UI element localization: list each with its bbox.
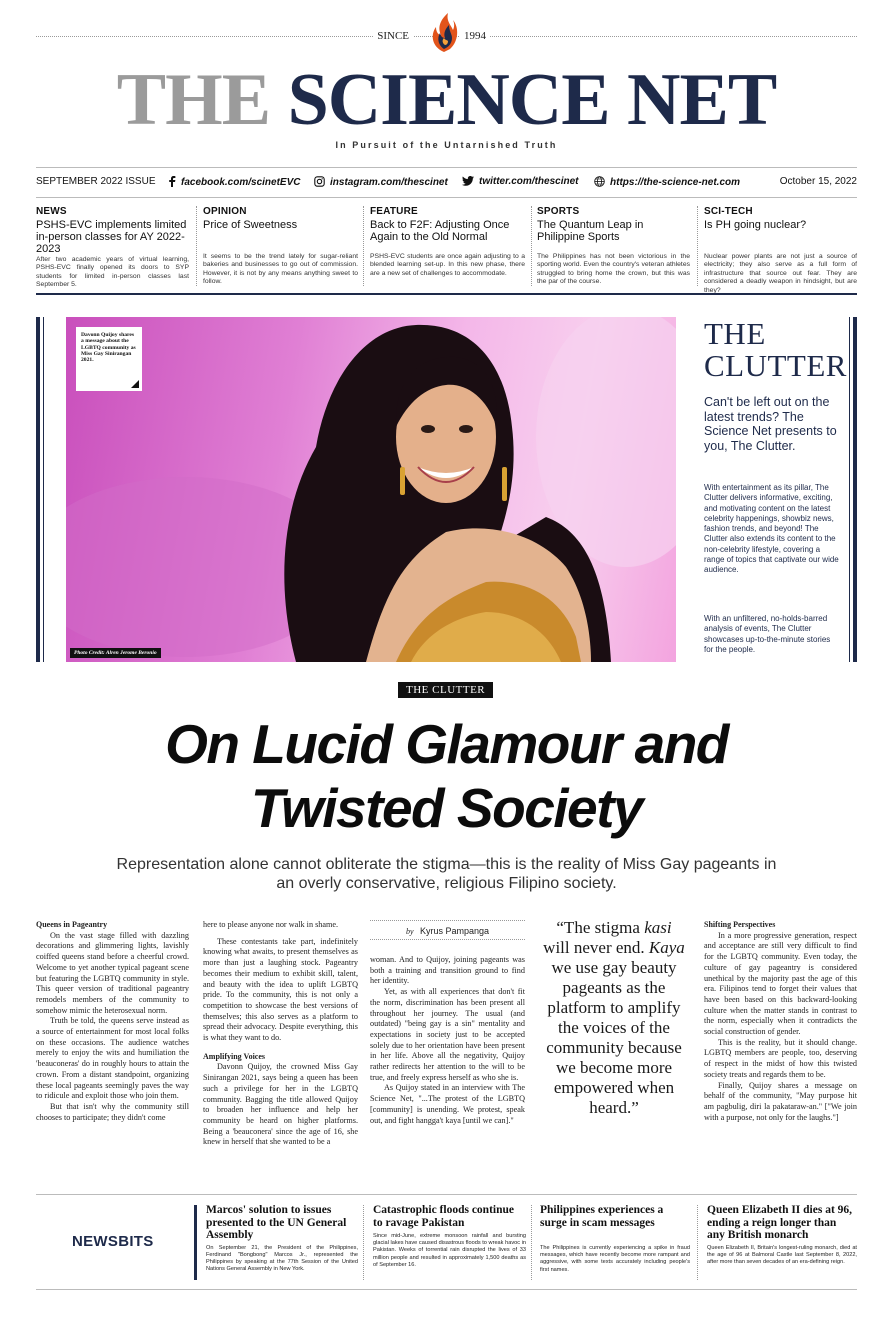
clutter-title (704, 318, 847, 382)
teaser-blurb: After two academic years of virtual learning, PSHS-EVC finally opened its doors to SYP students for limited in-person classes last September 5. (36, 256, 189, 289)
facebook-link[interactable] (168, 176, 300, 188)
teaser-category: OPINION (203, 206, 247, 217)
teaser-category: NEWS (36, 206, 67, 217)
teaser-blurb: It seems to be the trend lately for sugar-reliant bakeries and businesses to go out of commission. However, it is not by any means anything sweet to follow. (203, 253, 358, 286)
paragraph: These contestants take part, indefinitely knowing what awaits, to present themselves as more than just a laughing stock. Pageantry becomes their medium to exhibit skill, talent, and beauty with the idea to uplift LGBTQ pride. To the community, this is not only a competition to showcase the best versions of themselves; this also serves as a platform to spread their advocacy. Despite everything, this is what they want to do. (203, 936, 358, 1043)
teaser-blurb: Nuclear power plants are not just a source of electricity; they also serve as a full form of infrastructure that source out fear. They are considered a deadly weapon in hindsight, but are they? (704, 253, 857, 294)
pull-quote (543, 918, 685, 1118)
newsbits-bar (194, 1205, 197, 1280)
clutter-title-line2: CLUTTER (704, 348, 847, 383)
paragraph: In a more progressive generation, respect and acceptance are still very difficult to find for the LGBTQ community. Even today, the culture of gay pageantry is considered unethical by the majority past the age of this era. Filipinos tend to forget their values that have been based on this backward-looking culture when the matter stands in contrast to the norm, especially when it contradicts the social construction of gender. (704, 930, 857, 1037)
byline-by: by (405, 927, 414, 936)
headline-line2: Twisted Society (250, 777, 643, 839)
article-column-5 (704, 918, 857, 1123)
teaser-divider (531, 206, 532, 286)
newsbit-divider (363, 1205, 364, 1280)
subheading-amplifying: Amplifying Voices (203, 1051, 266, 1061)
paragraph: On the vast stage filled with dazzling decorations and glimmering lights, lavishly coiffed queens stand before a cheerful crowd. Welcome to yet another typical pageant scene but featuring the LGBTQ community in style. This queer version of traditional pageantry remodels members of the community to somehow mimic the heterosexual norm. (36, 930, 189, 1015)
newsbit-item[interactable] (206, 1204, 358, 1273)
masthead-title (0, 58, 893, 142)
instagram-link[interactable] (314, 176, 448, 188)
masthead-motto: In Pursuit of the Untarnished Truth (335, 140, 558, 150)
article-dek: Representation alone cannot obliterate the stigma—this is the reality of Miss Gay pageants in an overly conservative, religious Filipino society. (116, 856, 777, 892)
newsbit-item[interactable] (373, 1204, 526, 1269)
paragraph: woman. And to Quijoy, joining pageants was both a training and transition ground to find her identity. (370, 955, 525, 986)
photo-caption: Davonn Quijoy shares a message about the LGBTQ community as Miss Gay Sinirangan 2021. (81, 332, 136, 364)
paragraph: Truth be told, the queens serve instead as a source of entertainment for most local folks on these occasions. The audience watches merely to enjoy the wits and humiliation the 'beauconeras' do in roughly hours to attain the crown. From a distant standpoint, organizing these local pageants seemingly paves the way to ridicule and exploit those who join them. (36, 1016, 189, 1101)
article-headline (0, 712, 893, 840)
newsbit-body: The Philippines is currently experiencing a spike in fraud messages, which have recently become more rampant and aggressive, with some texts accurately including people's first names. (540, 1245, 690, 1273)
website-link[interactable] (594, 176, 740, 188)
feature-right-bar (853, 317, 857, 662)
paragraph: Yet, as with all experiences that don't fit the norm, discrimination has been present all throughout her journey. The usual (and outdated) "being gay is a sin" mentality and expectations in society just to be accepted solely due to her orientation have been present in her life. Above all the negativity, Quijoy rather redirects her attention to the will to be true, and freely express herself as who she is. (370, 987, 525, 1082)
byline-author: Kyrus Pampanga (420, 926, 490, 936)
teaser-category: FEATURE (370, 206, 418, 217)
facebook-icon (168, 176, 176, 187)
teaser-headline: Price of Sweetness (203, 219, 298, 231)
newsbit-headline: Queen Elizabeth II dies at 96, ending a reign longer than any British monarch (707, 1204, 853, 1241)
feature-right-line (849, 317, 850, 662)
paragraph: As Quijoy stated in an interview with The Science Net, "...The protest of the LGBTQ [community] is unending. We protest, speak out, and fight hangga't kaya [until we can]." (370, 1083, 525, 1125)
section-tag: THE CLUTTER (398, 682, 493, 698)
infobar-top-rule (36, 167, 857, 168)
teasers-bottom-rule (36, 293, 857, 295)
article-column-2 (203, 918, 358, 1148)
teaser-blurb: The Philippines has not been victorious in the sporting world. Even the country's veteran athletes struggled to bring home the crown, but this was the par of the course. (537, 253, 690, 286)
issue-date: October 15, 2022 (779, 176, 857, 187)
clutter-lead: Can't be left out on the latest trends? The Science Net presents to you, The Clutter. (704, 395, 837, 453)
twitter-icon (462, 176, 474, 186)
paragraph: This is the reality, but it should change. LGBTQ members are people, too, deserving of respect in the midst of how this twisted society treats and regards them to be. (704, 1037, 857, 1079)
teaser-category: SCI-TECH (704, 206, 753, 217)
infobar (36, 176, 857, 190)
globe-icon (594, 176, 605, 187)
masthead-title-science-net: SCIENCE NET (287, 59, 777, 141)
feature-photo (66, 317, 676, 662)
teaser-divider (363, 206, 364, 286)
headline-line1: On Lucid Glamour and (165, 713, 728, 775)
pull-quote-text: “The stigma (556, 918, 645, 937)
flame-logo-icon (424, 11, 462, 53)
pageant-queen-illustration (66, 317, 676, 662)
twitter-link[interactable] (462, 176, 578, 187)
newsbit-item[interactable] (707, 1204, 857, 1266)
newsbit-item[interactable] (540, 1204, 690, 1274)
teaser-headline: Is PH going nuclear? (704, 219, 807, 231)
newsbit-headline: Philippines experiences a surge in scam messages (540, 1204, 664, 1229)
byline (370, 920, 525, 940)
photo-credit: Photo Credit: Alren Jerome Beronio (70, 648, 161, 658)
subheading-queens: Queens in Pageantry (36, 920, 108, 929)
instagram-text: instagram.com/thescinet (330, 177, 448, 188)
photo-caption-box (76, 327, 142, 391)
since-label: SINCE (373, 30, 413, 42)
teaser-divider (196, 206, 197, 286)
teaser-opinion[interactable] (203, 206, 358, 286)
since-year: 1994 (460, 30, 490, 42)
teaser-scitech[interactable] (704, 206, 857, 294)
facebook-text: facebook.com/scinetEVC (181, 177, 301, 188)
newsbits-bottom-rule (36, 1289, 857, 1290)
twitter-text: twitter.com/thescinet (479, 176, 579, 187)
article-column-3 (370, 955, 525, 1126)
newsbit-divider (531, 1205, 532, 1280)
masthead-title-the: THE (116, 59, 271, 141)
pull-quote-emphasis: Kaya (648, 938, 685, 957)
teaser-feature[interactable] (370, 206, 525, 286)
newsbit-divider (697, 1205, 698, 1280)
paragraph: Finally, Quijoy shares a message on behalf of the community, "May purpose hit am pagbulig, diri la pakataraw-an." ["We join with a purpose, not only for the laughs."] (704, 1080, 857, 1122)
website-text: https://the-science-net.com (610, 177, 741, 188)
clutter-title-line1: THE (704, 316, 766, 351)
teaser-blurb: PSHS-EVC students are once again adjusting to a blended learning set-up. In this new phase, there are a new set of challenges to accommodate. (370, 253, 525, 277)
pull-quote-text: we use gay beauty pageants as the platform to amplify the voices of the community because we become more empowered when heard.” (546, 958, 682, 1117)
pull-quote-emphasis: kasi (644, 918, 672, 937)
infobar-bottom-rule (36, 197, 857, 198)
teaser-news[interactable] (36, 206, 189, 289)
article-column-1 (36, 918, 189, 1123)
clutter-para2: With an unfiltered, no-holds-barred analysis of events, The Clutter showcases up-to-the-minute stories for the people. (704, 614, 831, 654)
subheading-shifting: Shifting Perspectives (704, 920, 776, 929)
teaser-category: SPORTS (537, 206, 580, 217)
teaser-headline: The Quantum Leap in Philippine Sports (537, 219, 644, 243)
pull-quote-text: will never end. (543, 938, 649, 957)
instagram-icon (314, 176, 325, 187)
newsbit-body: Since mid-June, extreme monsoon rainfall and bursting glacial lakes have caused disastrous floods to wreak havoc in Pakistan. Weeks of torrential rain disrupted the lives of 33 million people and resulted in approximately 1,500 deaths as of September 16. (373, 1233, 526, 1268)
clutter-para1: With entertainment as its pillar, The Clutter delivers informative, exciting, and motivating content on the latest celebrity happenings, showbiz news, fashion trends, and beyond! The Clutter also extends its content to the non-celebrity lifestyle, covering a range of topics that captivate our wide audience. (704, 483, 839, 575)
paragraph: here to please anyone nor walk in shame. (203, 920, 339, 929)
newsbit-body: On September 21, the President of the Philippines, Ferdinand "Bongbong" Marcos Jr., represented the Philippines by speaking at the 77th Session of the United Nations General Assembly in New York. (206, 1244, 358, 1273)
newsbits-top-rule (36, 1194, 857, 1195)
teaser-headline: Back to F2F: Adjusting Once Again to the Old Normal (370, 219, 510, 243)
newsbit-headline: Catastrophic floods continue to ravage Pakistan (373, 1204, 514, 1229)
paragraph: Davonn Quijoy, the crowned Miss Gay Sinirangan 2021, says being a queen has been such a privilege for her in the LGBTQ community. Bagging the title allowed Quijoy to broaden her influence and help her community be heard on higher platforms. Being a 'beauconera' since the age of 16, she knew in herself that she wanted to be a (203, 1062, 358, 1147)
teaser-sports[interactable] (537, 206, 690, 286)
newsbit-headline: Marcos' solution to issues presented to the UN General Assembly (206, 1204, 347, 1241)
teaser-headline: PSHS-EVC implements limited in-person classes for AY 2022-2023 (36, 219, 187, 255)
newsbits-label: NEWSBITS (72, 1233, 154, 1250)
feature-left-bar (36, 317, 40, 662)
feature-left-line (43, 317, 44, 662)
teaser-divider (697, 206, 698, 286)
newsbit-body: Queen Elizabeth II, Britain's longest-ruling monarch, died at the age of 96 at Balmoral Castle last September 8, 2022, after more than seven decades of an era-defining reign. (707, 1244, 857, 1265)
paragraph: But that isn't why the community still chooses to participate; they didn't come (36, 1101, 189, 1122)
issue-label: SEPTEMBER 2022 ISSUE (36, 176, 156, 187)
caption-corner-mark (131, 380, 139, 388)
since-line (0, 27, 893, 53)
